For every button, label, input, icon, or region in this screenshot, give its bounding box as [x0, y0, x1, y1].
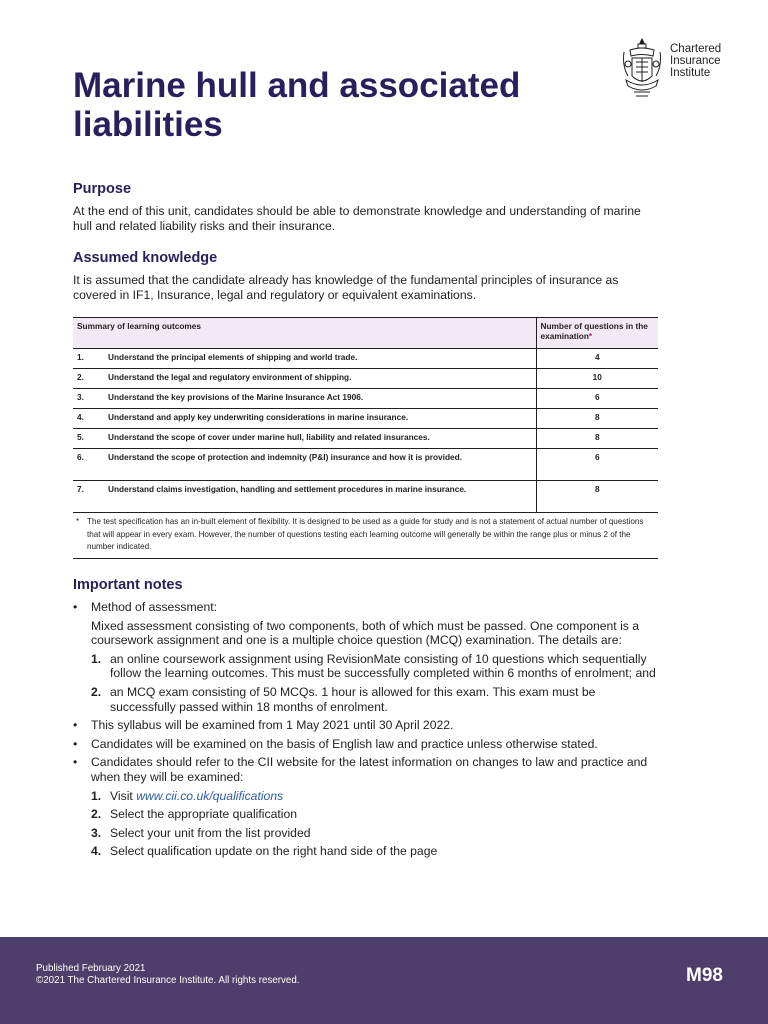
important-notes-heading: Important notes — [73, 577, 183, 593]
purpose-heading: Purpose — [73, 181, 132, 197]
list-item — [73, 600, 663, 714]
row-outcome: Understand the key provisions of the Marine Insurance Act 1906. — [104, 389, 536, 409]
list-item — [73, 718, 663, 733]
bullet-icon: • — [73, 600, 78, 614]
row-number: 7. — [73, 481, 104, 513]
method-item-text: an MCQ exam consisting of 50 MCQs. 1 hour is allowed for this exam. This exam must be successfully passed within 18 months of enrolment. — [110, 684, 596, 714]
website-steps — [91, 789, 663, 859]
row-outcome: Understand the scope of cover under marine hull, liability and related insurances. — [104, 429, 536, 449]
step-number: 3. — [91, 825, 102, 840]
row-outcome: Understand the legal and regulatory environment of shipping. — [104, 369, 536, 389]
footnote-mark: * — [76, 517, 80, 526]
method-text: Mixed assessment consisting of two components, both of which must be passed. One component is a coursework assignment and one is a multiple choice question (MCQ) examination. The details are: — [91, 618, 640, 648]
table-row — [73, 349, 658, 369]
law-basis: Candidates will be examined on the basis of English law and practice unless otherwise stated. — [91, 736, 598, 751]
footnote-text: The test specification has an in-built element of flexibility. It is designed to be used as a guide for study and is not a statement of actual number of questions that will appear in every exam. However, the number of questions testing each learning outcome will generally be within the range plus or minus 2 of the number indicated. — [87, 517, 644, 551]
step-item — [91, 789, 663, 804]
table-row — [73, 429, 658, 449]
row-outcome: Understand the principal elements of shipping and world trade. — [104, 349, 536, 369]
step-number: 2. — [91, 807, 102, 822]
table-row — [73, 449, 658, 481]
unit-code: M98 — [686, 965, 723, 986]
row-question-count: 6 — [536, 449, 658, 481]
bullet-icon: • — [73, 718, 78, 733]
row-number: 1. — [73, 349, 104, 369]
assumed-knowledge-text: It is assumed that the candidate already has knowledge of the fundamental principles of insurance as covered in IF1, Insurance, legal and regulatory or equivalent examinations. — [73, 273, 619, 302]
method-label: Method of assessment: — [91, 600, 217, 614]
syllabus-dates: This syllabus will be examined from 1 May 2021 until 30 April 2022. — [91, 718, 454, 733]
step-item — [91, 826, 663, 841]
bullet-icon: • — [73, 736, 78, 751]
step-text: Select qualification update on the right hand side of the page — [110, 844, 438, 859]
step-number: 1. — [91, 788, 102, 803]
table-row — [73, 409, 658, 429]
page-footer — [0, 937, 768, 1024]
step-number: 4. — [91, 844, 102, 859]
row-question-count: 4 — [536, 349, 658, 369]
logo-line-2: Insurance — [670, 55, 721, 67]
bullet-icon: • — [73, 755, 78, 770]
list-item — [73, 755, 663, 859]
row-number: 4. — [73, 409, 104, 429]
table-header-row — [73, 318, 658, 349]
row-number: 5. — [73, 429, 104, 449]
method-item-number: 1. — [91, 651, 102, 666]
row-question-count: 10 — [536, 369, 658, 389]
cii-logo — [620, 36, 740, 102]
logo-line-1: Chartered — [670, 43, 722, 55]
important-notes-list — [73, 600, 663, 863]
method-item — [91, 685, 663, 714]
row-question-count: 6 — [536, 389, 658, 409]
logo-wordmark — [670, 43, 721, 79]
method-item — [91, 652, 663, 681]
header-star: * — [588, 331, 593, 341]
row-number: 2. — [73, 369, 104, 389]
step-item — [91, 844, 663, 859]
qualifications-link[interactable]: www.cii.co.uk/qualifications — [136, 788, 284, 803]
header-questions-label: Number of questions in the examination — [540, 321, 648, 341]
row-question-count: 8 — [536, 481, 658, 513]
row-number: 3. — [73, 389, 104, 409]
step-item — [91, 807, 663, 822]
row-question-count: 8 — [536, 409, 658, 429]
assumed-knowledge-heading: Assumed knowledge — [73, 250, 218, 266]
step-prefix: Visit — [110, 788, 137, 803]
table-row — [73, 369, 658, 389]
method-details — [91, 619, 663, 715]
row-outcome: Understand claims investigation, handling and settlement procedures in marine insurance. — [104, 481, 536, 513]
crest-icon — [620, 36, 664, 102]
table-row — [73, 389, 658, 409]
website-reference: Candidates should refer to the CII website for the latest information on changes to law and practice and when they will be examined: — [91, 755, 648, 784]
row-outcome: Understand the scope of protection and indemnity (P&I) insurance and how it is provided. — [104, 449, 536, 481]
purpose-text: At the end of this unit, candidates should be able to demonstrate knowledge and understanding of marine hull and related liability risks and their insurance. — [73, 204, 641, 233]
step-text: Select your unit from the list provided — [110, 825, 311, 840]
published-date: Published February 2021 — [36, 963, 146, 974]
row-number: 6. — [73, 449, 104, 481]
learning-outcomes-table — [73, 317, 658, 513]
copyright: ©2021 The Chartered Insurance Institute. All rights reserved. — [36, 975, 300, 986]
method-item-number: 2. — [91, 684, 102, 699]
row-outcome: Understand and apply key underwriting considerations in marine insurance. — [104, 409, 536, 429]
method-item-text: an online coursework assignment using RevisionMate consisting of 10 questions which sequentially follow the learning outcomes. This must be successfully completed within 6 months of enrolment; and — [110, 651, 656, 681]
header-questions — [536, 318, 658, 349]
step-text: Select the appropriate qualification — [110, 807, 297, 822]
page-title: Marine hull and associated liabilities — [73, 66, 521, 144]
logo-line-3: Institute — [670, 67, 711, 79]
table-footnote — [73, 516, 658, 559]
row-question-count: 8 — [536, 429, 658, 449]
header-summary: Summary of learning outcomes — [73, 318, 536, 349]
list-item — [73, 737, 663, 752]
table-row — [73, 481, 658, 513]
